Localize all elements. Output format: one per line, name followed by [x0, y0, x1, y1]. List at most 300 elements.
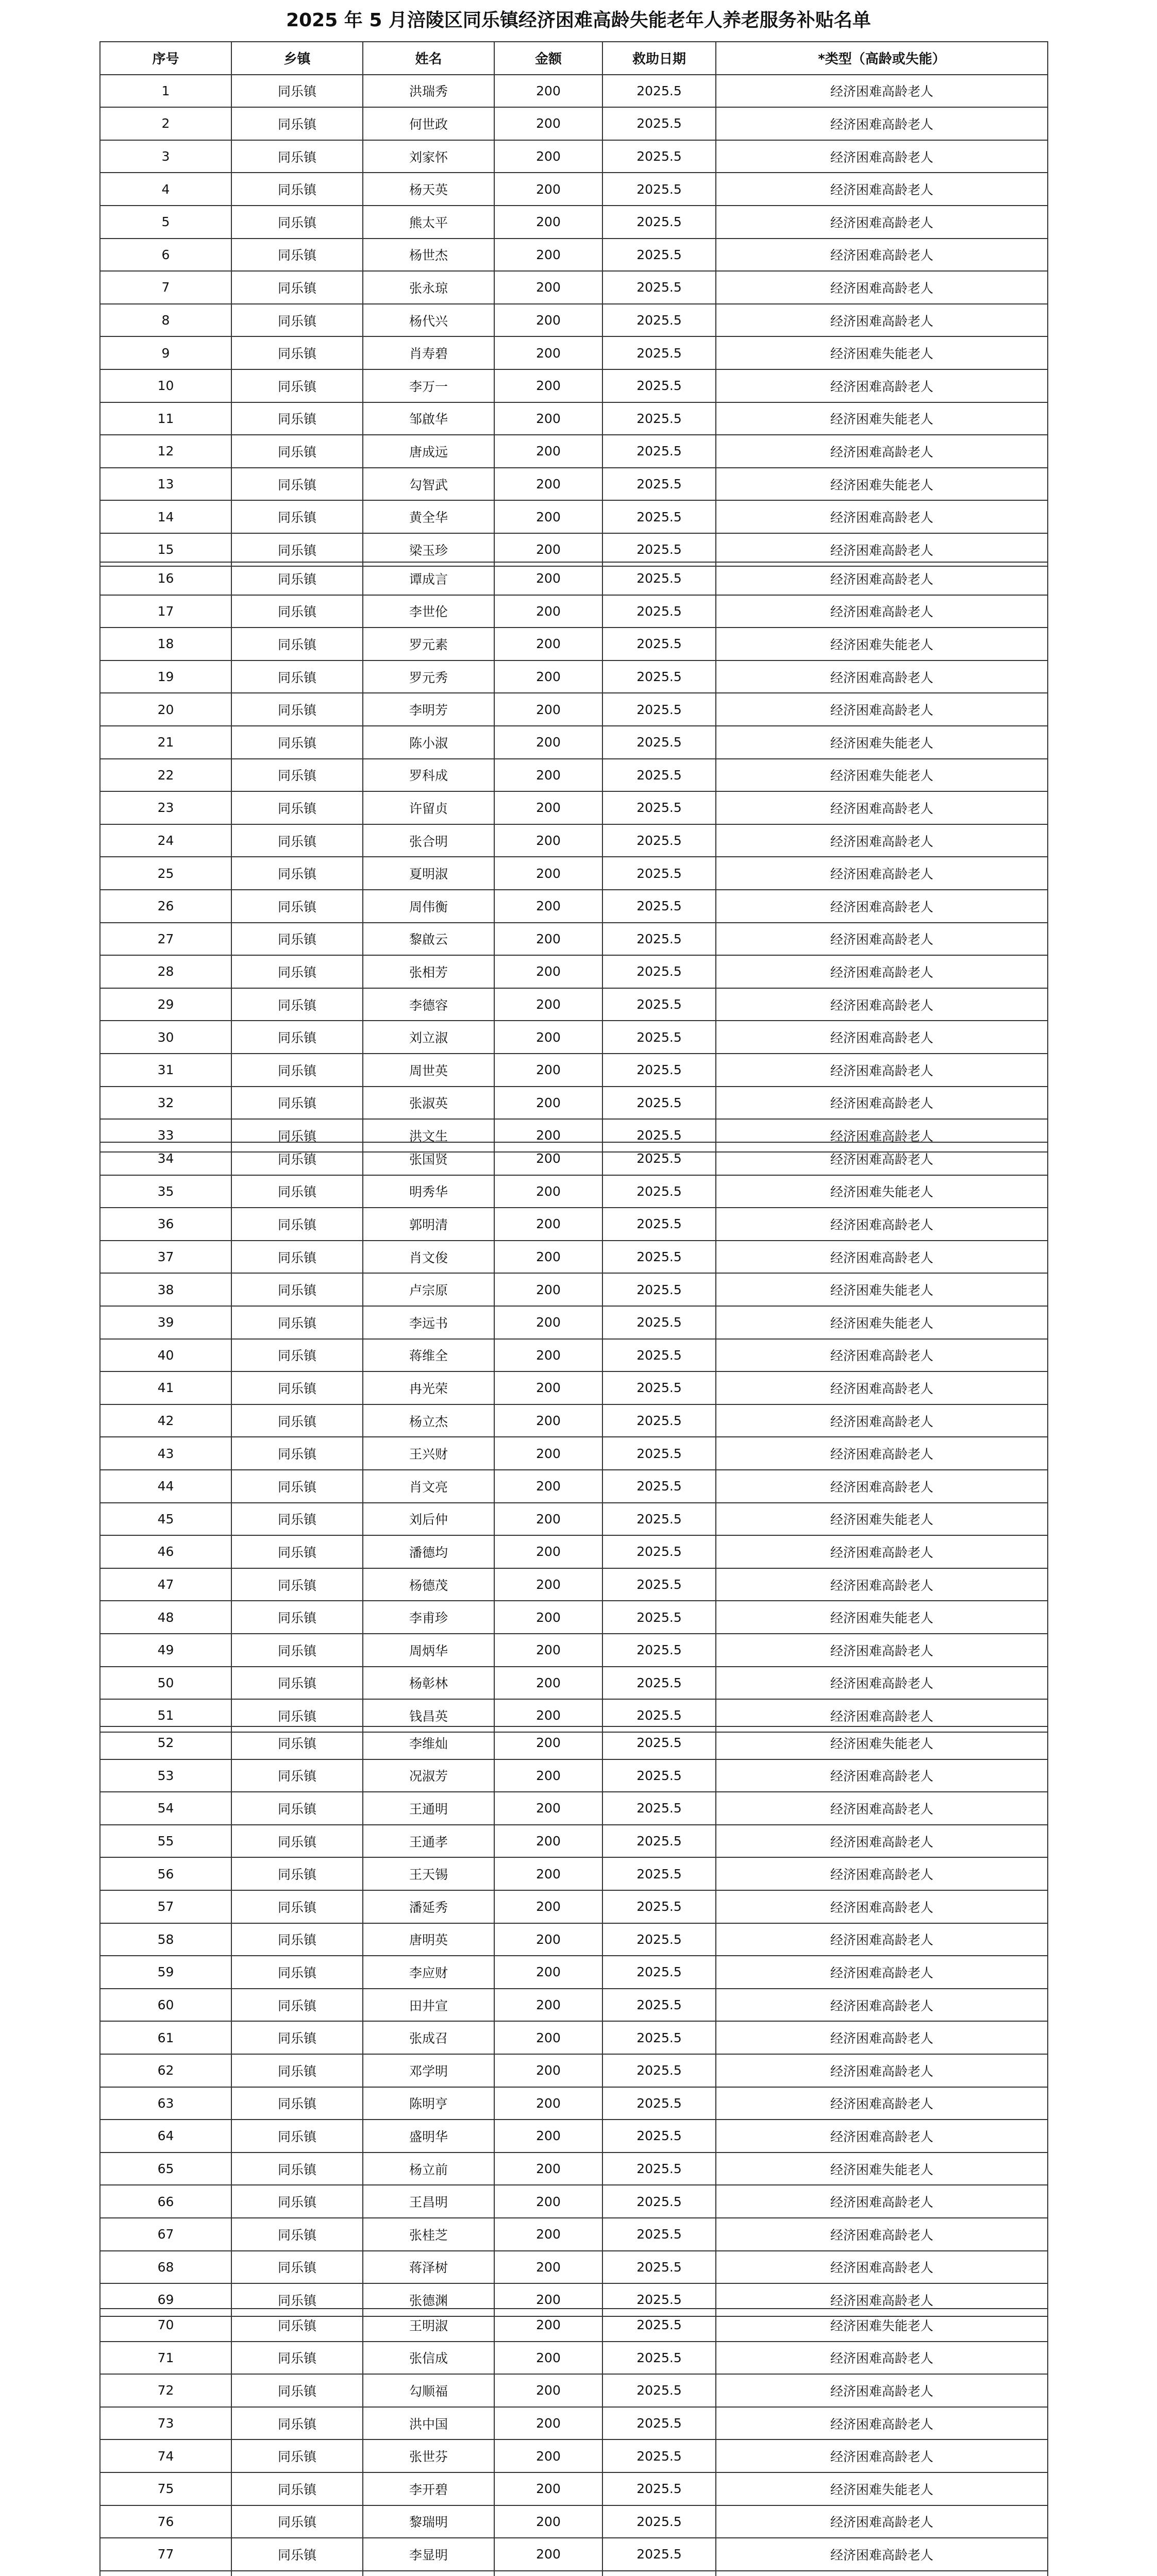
cell-name: 王天锡	[363, 1857, 494, 1890]
cell-index: 56	[100, 1857, 231, 1890]
cell-date: 2025.5	[602, 628, 716, 660]
cell-date: 2025.5	[602, 2251, 716, 2284]
table-row	[100, 2218, 1048, 2251]
cell-town: 同乐镇	[231, 173, 363, 206]
cell-index: 45	[100, 1503, 231, 1536]
cell-name: 洪文生	[363, 1119, 494, 1152]
cell-amount: 200	[494, 890, 602, 923]
cell-amount: 200	[494, 1241, 602, 1274]
table-row	[100, 1208, 1048, 1241]
cell-type: 经济困难高龄老人	[716, 304, 1048, 337]
cell-amount: 200	[494, 857, 602, 890]
cell-name: 周炳华	[363, 1634, 494, 1667]
cell-type: 经济困难高龄老人	[716, 1437, 1048, 1470]
table-header-row	[100, 42, 1048, 75]
cell-date: 2025.5	[602, 2120, 716, 2153]
cell-town: 同乐镇	[231, 890, 363, 923]
cell-name: 梁玉珍	[363, 533, 494, 566]
cell-type: 经济困难高龄老人	[716, 2439, 1048, 2472]
cell-town: 同乐镇	[231, 2251, 363, 2284]
cell-name: 蒋泽树	[363, 2251, 494, 2284]
cell-amount: 200	[494, 1054, 602, 1087]
cell-date: 2025.5	[602, 2087, 716, 2120]
cell-amount: 200	[494, 271, 602, 304]
table-row	[100, 1568, 1048, 1601]
cell-type: 经济困难高龄老人	[716, 107, 1048, 140]
table-row	[100, 2538, 1048, 2571]
cell-name: 李德容	[363, 988, 494, 1021]
cell-name: 唐明英	[363, 1923, 494, 1956]
cell-index: 72	[100, 2374, 231, 2407]
cell-date: 2025.5	[602, 660, 716, 693]
cell-index: 16	[100, 562, 231, 595]
cell-amount: 200	[494, 1119, 602, 1152]
cell-town: 同乐镇	[231, 239, 363, 272]
cell-type: 经济困难高龄老人	[716, 824, 1048, 857]
cell-town	[231, 2571, 363, 2576]
cell-type: 经济困难高龄老人	[716, 140, 1048, 173]
cell-type: 经济困难高龄老人	[716, 1792, 1048, 1825]
cell-type: 经济困难高龄老人	[716, 791, 1048, 824]
cell-amount: 200	[494, 2342, 602, 2375]
cell-type: 经济困难失能老人	[716, 726, 1048, 759]
cell-type: 经济困难高龄老人	[716, 1989, 1048, 2022]
document-title: 2025 年 5 月涪陵区同乐镇经济困难高龄失能老年人养老服务补贴名单	[286, 10, 871, 31]
cell-name: 勾智武	[363, 468, 494, 501]
cell-date: 2025.5	[602, 2342, 716, 2375]
cell-type: 经济困难失能老人	[716, 468, 1048, 501]
cell-name: 罗元秀	[363, 660, 494, 693]
cell-type: 经济困难高龄老人	[716, 890, 1048, 923]
cell-name: 邓学明	[363, 2054, 494, 2087]
cell-date: 2025.5	[602, 1568, 716, 1601]
cell-date: 2025.5	[602, 2218, 716, 2251]
cell-amount: 200	[494, 1857, 602, 1890]
cell-type: 经济困难高龄老人	[716, 1890, 1048, 1923]
cell-date: 2025.5	[602, 1857, 716, 1890]
table-row	[100, 2153, 1048, 2185]
table-row	[100, 2185, 1048, 2218]
table-row	[100, 2505, 1048, 2538]
column-header-town: 乡镇	[231, 42, 363, 75]
table-row	[100, 2374, 1048, 2407]
cell-date: 2025.5	[602, 1726, 716, 1759]
cell-name: 陈小淑	[363, 726, 494, 759]
cell-index: 10	[100, 369, 231, 402]
cell-index: 11	[100, 402, 231, 435]
cell-index: 38	[100, 1273, 231, 1306]
cell-name: 王通明	[363, 1792, 494, 1825]
cell-amount: 200	[494, 791, 602, 824]
cell-type: 经济困难高龄老人	[716, 1759, 1048, 1792]
cell-index: 12	[100, 435, 231, 468]
cell-town: 同乐镇	[231, 2439, 363, 2472]
cell-amount: 200	[494, 1142, 602, 1175]
cell-type: 经济困难高龄老人	[716, 369, 1048, 402]
cell-index: 63	[100, 2087, 231, 2120]
cell-date: 2025.5	[602, 435, 716, 468]
cell-town: 同乐镇	[231, 2407, 363, 2440]
cell-amount: 200	[494, 173, 602, 206]
table-row	[100, 1273, 1048, 1306]
cell-index: 71	[100, 2342, 231, 2375]
cell-town: 同乐镇	[231, 1054, 363, 1087]
cell-date: 2025.5	[602, 206, 716, 239]
cell-index: 28	[100, 955, 231, 988]
cell-index: 74	[100, 2439, 231, 2472]
cell-index: 36	[100, 1208, 231, 1241]
cell-date: 2025.5	[602, 1119, 716, 1152]
cell-index: 5	[100, 206, 231, 239]
cell-name: 李甫珍	[363, 1601, 494, 1634]
cell-index: 58	[100, 1923, 231, 1956]
cell-amount: 200	[494, 1726, 602, 1759]
cell-town: 同乐镇	[231, 1857, 363, 1890]
cell-name: 李维灿	[363, 1726, 494, 1759]
cell-name: 张成召	[363, 2021, 494, 2054]
cell-type: 经济困难高龄老人	[716, 2407, 1048, 2440]
cell-amount: 200	[494, 239, 602, 272]
cell-index: 23	[100, 791, 231, 824]
cell-amount: 200	[494, 2153, 602, 2185]
cell-date: 2025.5	[602, 1792, 716, 1825]
table-row	[100, 1470, 1048, 1503]
cell-date: 2025.5	[602, 369, 716, 402]
cell-amount: 200	[494, 562, 602, 595]
cell-town: 同乐镇	[231, 2283, 363, 2316]
cell-type: 经济困难高龄老人	[716, 857, 1048, 890]
cell-index: 30	[100, 1021, 231, 1054]
cell-amount: 200	[494, 660, 602, 693]
cell-date: 2025.5	[602, 1956, 716, 1989]
table-row	[100, 2342, 1048, 2375]
cell-type: 经济困难高龄老人	[716, 1119, 1048, 1152]
table-row	[100, 1989, 1048, 2022]
cell-name: 黎瑞明	[363, 2505, 494, 2538]
cell-type	[716, 2571, 1048, 2576]
cell-amount: 200	[494, 1792, 602, 1825]
cell-name: 黎啟云	[363, 923, 494, 956]
cell-town: 同乐镇	[231, 1535, 363, 1568]
cell-date: 2025.5	[602, 271, 716, 304]
cell-town: 同乐镇	[231, 693, 363, 726]
cell-town: 同乐镇	[231, 1989, 363, 2022]
cell-date: 2025.5	[602, 1923, 716, 1956]
table-row	[100, 1339, 1048, 1372]
cell-type: 经济困难高龄老人	[716, 1857, 1048, 1890]
cell-amount: 200	[494, 2472, 602, 2505]
table-row	[100, 1956, 1048, 1989]
cell-town: 同乐镇	[231, 500, 363, 533]
cell-town: 同乐镇	[231, 2153, 363, 2185]
cell-amount: 200	[494, 304, 602, 337]
cell-index: 8	[100, 304, 231, 337]
cell-town: 同乐镇	[231, 759, 363, 792]
cell-index: 2	[100, 107, 231, 140]
cell-name: 杨立前	[363, 2153, 494, 2185]
table-row	[100, 435, 1048, 468]
cell-date: 2025.5	[602, 2283, 716, 2316]
cell-index: 52	[100, 1726, 231, 1759]
cell-index: 77	[100, 2538, 231, 2571]
cell-type: 经济困难高龄老人	[716, 173, 1048, 206]
cell-index: 14	[100, 500, 231, 533]
cell-index: 47	[100, 1568, 231, 1601]
cell-name: 邹啟华	[363, 402, 494, 435]
cell-type: 经济困难高龄老人	[716, 239, 1048, 272]
cell-name: 张淑英	[363, 1087, 494, 1120]
cell-type: 经济困难高龄老人	[716, 1568, 1048, 1601]
table-row	[100, 759, 1048, 792]
cell-type: 经济困难高龄老人	[716, 2120, 1048, 2153]
table-row	[100, 500, 1048, 533]
table-row	[100, 1726, 1048, 1759]
cell-type: 经济困难失能老人	[716, 1306, 1048, 1339]
cell-amount: 200	[494, 1371, 602, 1404]
cell-amount: 200	[494, 107, 602, 140]
cell-name: 杨代兴	[363, 304, 494, 337]
cell-amount: 200	[494, 1759, 602, 1792]
cell-town: 同乐镇	[231, 435, 363, 468]
cell-name: 谭成言	[363, 562, 494, 595]
cell-index: 26	[100, 890, 231, 923]
cell-type: 经济困难高龄老人	[716, 1923, 1048, 1956]
cell-amount: 200	[494, 1825, 602, 1858]
cell-amount: 200	[494, 2439, 602, 2472]
cell-name: 张桂芝	[363, 2218, 494, 2251]
cell-type: 经济困难失能老人	[716, 759, 1048, 792]
cell-index: 31	[100, 1054, 231, 1087]
cell-amount: 200	[494, 1568, 602, 1601]
table-row	[100, 1601, 1048, 1634]
cell-town: 同乐镇	[231, 1503, 363, 1536]
cell-name: 杨彰林	[363, 1667, 494, 1700]
cell-date: 2025.5	[602, 1667, 716, 1700]
cell-index: 22	[100, 759, 231, 792]
cell-date: 2025.5	[602, 1142, 716, 1175]
cell-name: 王昌明	[363, 2185, 494, 2218]
cell-type: 经济困难高龄老人	[716, 2021, 1048, 2054]
cell-index: 64	[100, 2120, 231, 2153]
cell-type: 经济困难高龄老人	[716, 1339, 1048, 1372]
cell-name: 卢宗原	[363, 1273, 494, 1306]
cell-index: 44	[100, 1470, 231, 1503]
cell-amount: 200	[494, 2054, 602, 2087]
cell-amount: 200	[494, 1956, 602, 1989]
cell-amount: 200	[494, 1989, 602, 2022]
cell-name: 洪中国	[363, 2407, 494, 2440]
cell-date: 2025.5	[602, 1989, 716, 2022]
cell-date: 2025.5	[602, 468, 716, 501]
cell-index: 18	[100, 628, 231, 660]
table-row	[100, 1890, 1048, 1923]
cell-town: 同乐镇	[231, 1568, 363, 1601]
column-header-date: 救助日期	[602, 42, 716, 75]
cell-amount: 200	[494, 726, 602, 759]
cell-index: 39	[100, 1306, 231, 1339]
cell-date: 2025.5	[602, 1437, 716, 1470]
table-row	[100, 402, 1048, 435]
cell-index: 42	[100, 1404, 231, 1437]
table-row	[100, 2021, 1048, 2054]
cell-date: 2025.5	[602, 402, 716, 435]
cell-index: 54	[100, 1792, 231, 1825]
cell-date: 2025.5	[602, 2021, 716, 2054]
cell-index: 49	[100, 1634, 231, 1667]
cell-type: 经济困难高龄老人	[716, 1667, 1048, 1700]
cell-town: 同乐镇	[231, 562, 363, 595]
cell-index: 20	[100, 693, 231, 726]
cell-index: 40	[100, 1339, 231, 1372]
cell-name: 夏明淑	[363, 857, 494, 890]
cell-amount: 200	[494, 955, 602, 988]
cell-town: 同乐镇	[231, 2087, 363, 2120]
table-row	[100, 955, 1048, 988]
cell-town: 同乐镇	[231, 1634, 363, 1667]
cell-town: 同乐镇	[231, 271, 363, 304]
cell-town: 同乐镇	[231, 402, 363, 435]
cell-name: 张国贤	[363, 1142, 494, 1175]
cell-date: 2025.5	[602, 1634, 716, 1667]
cell-name: 陈明亨	[363, 2087, 494, 2120]
cell-name: 黄全华	[363, 500, 494, 533]
cell-type: 经济困难失能老人	[716, 1601, 1048, 1634]
cell-date: 2025.5	[602, 923, 716, 956]
cell-name: 罗元素	[363, 628, 494, 660]
cell-town: 同乐镇	[231, 2021, 363, 2054]
cell-amount: 200	[494, 1667, 602, 1700]
cell-date: 2025.5	[602, 1273, 716, 1306]
cell-date: 2025.5	[602, 2374, 716, 2407]
cell-name: 刘家怀	[363, 140, 494, 173]
cell-name: 唐成远	[363, 435, 494, 468]
cell-date: 2025.5	[602, 890, 716, 923]
cell-amount: 200	[494, 1634, 602, 1667]
cell-amount: 200	[494, 2185, 602, 2218]
cell-type: 经济困难高龄老人	[716, 2218, 1048, 2251]
cell-name: 潘延秀	[363, 1890, 494, 1923]
cell-town: 同乐镇	[231, 1792, 363, 1825]
cell-town: 同乐镇	[231, 1956, 363, 1989]
cell-type: 经济困难高龄老人	[716, 562, 1048, 595]
cell-town: 同乐镇	[231, 1087, 363, 1120]
cell-amount: 200	[494, 2283, 602, 2316]
cell-type: 经济困难高龄老人	[716, 2251, 1048, 2284]
cell-town: 同乐镇	[231, 1726, 363, 1759]
cell-date: 2025.5	[602, 955, 716, 988]
cell-date: 2025.5	[602, 1404, 716, 1437]
cell-date: 2025.5	[602, 1759, 716, 1792]
cell-type: 经济困难高龄老人	[716, 2538, 1048, 2571]
cell-town: 同乐镇	[231, 107, 363, 140]
cell-index: 57	[100, 1890, 231, 1923]
cell-date: 2025.5	[602, 2439, 716, 2472]
table-row	[100, 2407, 1048, 2440]
table-row	[100, 1142, 1048, 1175]
cell-date: 2025.5	[602, 107, 716, 140]
cell-amount	[494, 2571, 602, 2576]
cell-index: 70	[100, 2309, 231, 2342]
table-row	[100, 2120, 1048, 2153]
cell-index: 60	[100, 1989, 231, 2022]
cell-amount: 200	[494, 988, 602, 1021]
table-row	[100, 824, 1048, 857]
cell-name: 盛明华	[363, 2120, 494, 2153]
cell-index: 1	[100, 75, 231, 108]
cell-index: 35	[100, 1175, 231, 1208]
cell-name: 肖寿碧	[363, 336, 494, 369]
cell-town: 同乐镇	[231, 2054, 363, 2087]
cell-amount: 200	[494, 1175, 602, 1208]
table-row	[100, 1634, 1048, 1667]
cell-type: 经济困难高龄老人	[716, 2087, 1048, 2120]
table-row	[100, 1241, 1048, 1274]
cell-name: 周世英	[363, 1054, 494, 1087]
table-row	[100, 2439, 1048, 2472]
cell-index: 37	[100, 1241, 231, 1274]
cell-name: 李万一	[363, 369, 494, 402]
cell-date: 2025.5	[602, 1699, 716, 1732]
cell-town: 同乐镇	[231, 1339, 363, 1372]
cell-date: 2025.5	[602, 2472, 716, 2505]
cell-index: 9	[100, 336, 231, 369]
table-block	[99, 41, 1048, 567]
cell-amount: 200	[494, 75, 602, 108]
cell-name: 周伟衡	[363, 890, 494, 923]
cell-town: 同乐镇	[231, 2218, 363, 2251]
table-row	[100, 988, 1048, 1021]
cell-town: 同乐镇	[231, 1021, 363, 1054]
table-row	[100, 206, 1048, 239]
cell-date: 2025.5	[602, 857, 716, 890]
table-row	[100, 923, 1048, 956]
cell-town: 同乐镇	[231, 1667, 363, 1700]
cell-date: 2025.5	[602, 1208, 716, 1241]
cell-index: 75	[100, 2472, 231, 2505]
cell-town: 同乐镇	[231, 1923, 363, 1956]
cell-type: 经济困难失能老人	[716, 1273, 1048, 1306]
table-row	[100, 75, 1048, 108]
cell-date: 2025.5	[602, 1175, 716, 1208]
cell-town: 同乐镇	[231, 1890, 363, 1923]
cell-type: 经济困难高龄老人	[716, 923, 1048, 956]
cell-type: 经济困难高龄老人	[716, 1699, 1048, 1732]
cell-name: 何世政	[363, 107, 494, 140]
cell-date: 2025.5	[602, 2538, 716, 2571]
column-header-name: 姓名	[363, 42, 494, 75]
cell-date: 2025.5	[602, 562, 716, 595]
cell-date: 2025.5	[602, 1503, 716, 1536]
cell-type: 经济困难高龄老人	[716, 595, 1048, 628]
table-row	[100, 1503, 1048, 1536]
cell-town: 同乐镇	[231, 206, 363, 239]
table-block	[99, 2308, 1048, 2576]
cell-name: 许留贞	[363, 791, 494, 824]
cell-date: 2025.5	[602, 173, 716, 206]
cell-index: 25	[100, 857, 231, 890]
cell-name: 张相芳	[363, 955, 494, 988]
cell-type: 经济困难高龄老人	[716, 2054, 1048, 2087]
cell-index: 7	[100, 271, 231, 304]
cell-town: 同乐镇	[231, 468, 363, 501]
cell-amount: 200	[494, 1087, 602, 1120]
cell-town: 同乐镇	[231, 2309, 363, 2342]
cell-type: 经济困难高龄老人	[716, 206, 1048, 239]
cell-town: 同乐镇	[231, 75, 363, 108]
cell-name: 张世芬	[363, 2439, 494, 2472]
cell-amount: 200	[494, 824, 602, 857]
cell-name: 李明芳	[363, 693, 494, 726]
